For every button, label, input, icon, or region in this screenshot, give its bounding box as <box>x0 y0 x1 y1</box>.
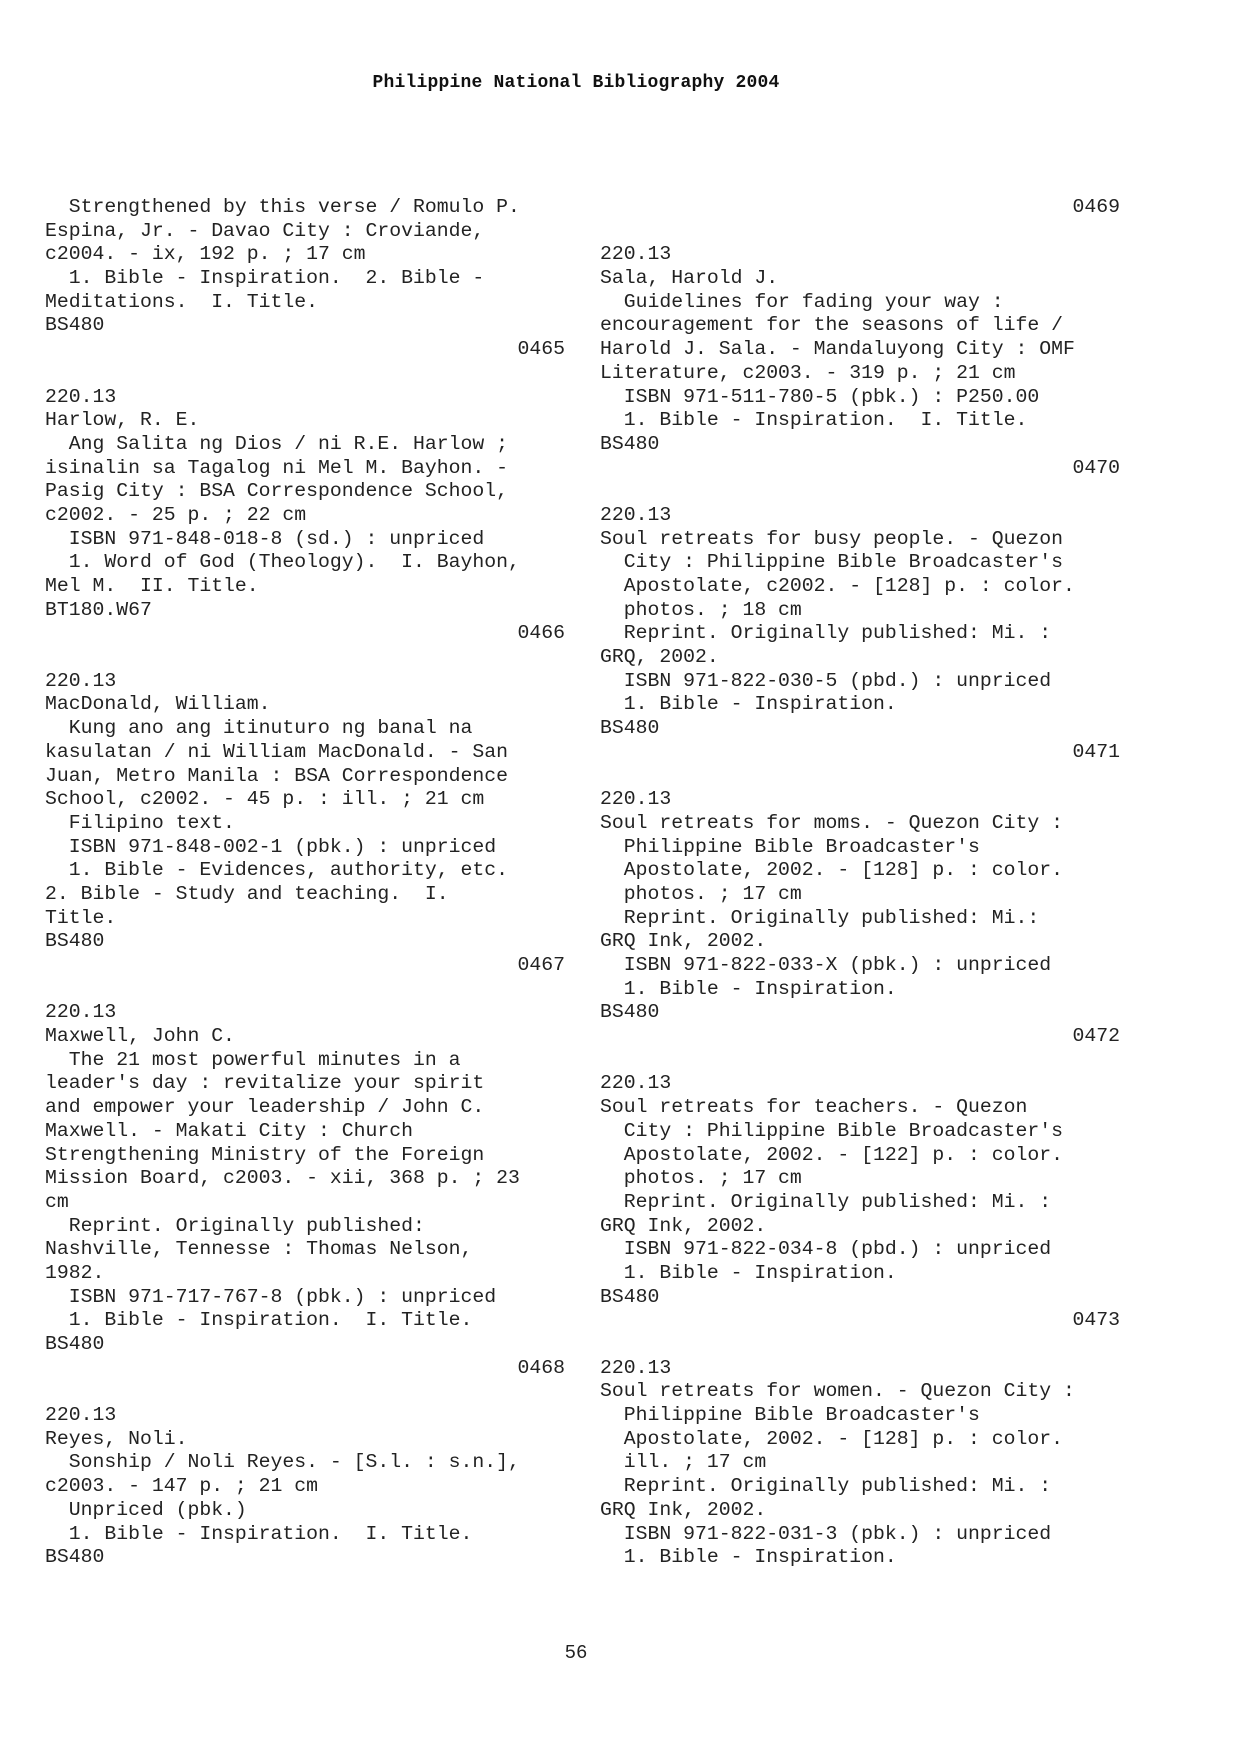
entry-line: Soul retreats for busy people. - Quezon <box>600 527 1063 550</box>
entry-line: Reprint. Originally published: Mi. : <box>600 622 1052 645</box>
entry-line: cm <box>45 1190 69 1213</box>
entry-line: Strengthening Ministry of the Foreign <box>45 1143 485 1166</box>
entry-line: BS480 <box>45 1333 105 1355</box>
entry-line: Mission Board, c2003. - xii, 368 p. ; 23 <box>45 1167 520 1190</box>
entry-line: 220.13 <box>600 1072 672 1095</box>
blank-line <box>45 1380 565 1404</box>
entry-line: Strengthened by this verse / Romulo P. <box>45 196 520 218</box>
entry-line: Pasig City : BSA Correspondence School, <box>45 480 508 503</box>
record-number: 0468 <box>517 1356 565 1379</box>
entry-line: Reprint. Originally published: Mi. : <box>600 1475 1052 1498</box>
entry-line: Philippine Bible Broadcaster's <box>600 1404 980 1427</box>
entry-line: Apostolate, 2002. - [122] p. : color. <box>600 1143 1063 1166</box>
blank-line <box>45 646 565 670</box>
entry-line: 220.13 <box>600 243 672 266</box>
entry-line: leader's day : revitalize your spirit <box>45 1072 485 1095</box>
entry-line: Sonship / Noli Reyes. - [S.l. : s.n.], <box>45 1451 520 1474</box>
record-number: 0472 <box>1072 1025 1120 1048</box>
record-number: 0466 <box>517 622 565 645</box>
entry-line: photos. ; 17 cm <box>600 1167 802 1190</box>
entry-line: GRQ Ink, 2002. <box>600 1498 767 1521</box>
right-column <box>600 196 1120 1570</box>
record-number: 0467 <box>517 954 565 976</box>
entry-line: isinalin sa Tagalog ni Mel M. Bayhon. - <box>45 456 508 479</box>
record-number: 0471 <box>1072 740 1120 763</box>
entry-line: Maxwell. - Makati City : Church <box>45 1119 413 1142</box>
entry-line: Sala, Harold J. <box>600 267 779 290</box>
entry-line: GRQ, 2002. <box>600 646 719 669</box>
entry-line: Harold J. Sala. - Mandaluyong City : OMF <box>600 338 1075 361</box>
entry-line: Filipino text. <box>45 811 235 834</box>
entry-line: ISBN 971-822-034-8 (pbd.) : unpriced <box>600 1238 1052 1261</box>
page-number: 56 <box>564 1642 588 1664</box>
entry-line: 220.13 <box>45 669 117 692</box>
entry-line: Apostolate, c2002. - [128] p. : color. <box>600 575 1075 597</box>
entry-line: Soul retreats for moms. - Quezon City : <box>600 811 1063 834</box>
entry-line: 1. Bible - Inspiration. <box>600 977 897 1000</box>
entry-line: ill. ; 17 cm <box>600 1451 767 1474</box>
entry-line: Reprint. Originally published: <box>45 1214 425 1237</box>
entry-line: 1. Bible - Inspiration. I. Title. <box>45 1522 473 1545</box>
left-column <box>45 196 565 1570</box>
entry-line: BS480 <box>600 1001 660 1024</box>
entry-line: ISBN 971-511-780-5 (pbk.) : P250.00 <box>600 385 1040 408</box>
entry-line: BS480 <box>45 314 105 337</box>
entry-line: School, c2002. - 45 p. : ill. ; 21 cm <box>45 788 485 811</box>
entry-line: Reprint. Originally published: Mi.: <box>600 906 1040 929</box>
entry-line: 220.13 <box>600 1356 672 1379</box>
entry-line: Maxwell, John C. <box>45 1025 235 1048</box>
entry-line: City : Philippine Bible Broadcaster's <box>600 551 1063 574</box>
entry-line: 1. Bible - Inspiration. I. Title. <box>600 409 1028 432</box>
entry-line: Espina, Jr. - Davao City : Croviande, <box>45 219 485 242</box>
entry-line: Literature, c2003. - 319 p. ; 21 cm <box>600 361 1016 384</box>
entry-line: Ang Salita ng Dios / ni R.E. Harlow ; <box>45 432 508 455</box>
blank-line <box>600 1333 1120 1357</box>
entry-line: GRQ Ink, 2002. <box>600 1214 767 1237</box>
entry-line: 1. Bible - Inspiration. <box>600 693 897 716</box>
entry-line: ISBN 971-848-002-1 (pbk.) : unpriced <box>45 835 497 858</box>
entry-line: BS480 <box>45 930 105 953</box>
record-number: 0469 <box>1072 196 1120 218</box>
entry-line: kasulatan / ni William MacDonald. - San <box>45 740 508 763</box>
blank-line <box>600 1049 1120 1073</box>
entry-line: BS480 <box>600 717 660 740</box>
entry-line: GRQ Ink, 2002. <box>600 930 767 953</box>
entry-line: 220.13 <box>45 1404 117 1427</box>
entry-line: 1. Word of God (Theology). I. Bayhon, <box>45 551 520 574</box>
record-number: 0465 <box>517 338 565 361</box>
entry-line: Reyes, Noli. <box>45 1427 188 1450</box>
entry-line: Reprint. Originally published: Mi. : <box>600 1190 1052 1213</box>
entry-line: Meditations. I. Title. <box>45 290 319 313</box>
entry-line: encouragement for the seasons of life / <box>600 314 1063 337</box>
entry-line: The 21 most powerful minutes in a <box>45 1048 461 1071</box>
entry-line: ISBN 971-848-018-8 (sd.) : unpriced <box>45 527 485 550</box>
entry-line: c2003. - 147 p. ; 21 cm <box>45 1475 319 1498</box>
blank-line <box>600 480 1120 504</box>
entry-line: Mel M. II. Title. <box>45 575 259 597</box>
entry-line: Soul retreats for women. - Quezon City : <box>600 1380 1075 1403</box>
entry-line: Kung ano ang itinuturo ng banal na <box>45 717 473 740</box>
entry-line: 1. Bible - Inspiration. <box>600 1546 897 1569</box>
entry-line: 1982. <box>45 1261 105 1284</box>
entry-line: 220.13 <box>45 1001 117 1024</box>
entry-line: Guidelines for fading your way : <box>600 290 1004 313</box>
blank-line <box>600 765 1120 789</box>
entry-line: City : Philippine Bible Broadcaster's <box>600 1119 1063 1142</box>
entry-line: Title. <box>45 906 117 929</box>
entry-line: BS480 <box>600 1285 660 1308</box>
entry-line: 220.13 <box>45 385 117 408</box>
entry-line: ISBN 971-717-767-8 (pbk.) : unpriced <box>45 1285 497 1308</box>
blank-line <box>600 220 1120 244</box>
entry-line: Philippine Bible Broadcaster's <box>600 835 980 858</box>
record-number: 0473 <box>1072 1309 1120 1332</box>
page-title: Philippine National Bibliography 2004 <box>372 73 780 93</box>
entry-line: 1. Bible - Inspiration. 2. Bible - <box>45 267 485 290</box>
blank-line <box>45 362 565 386</box>
entry-line: BT180.W67 <box>45 598 152 621</box>
entry-line: BS480 <box>45 1546 105 1569</box>
entry-line: 220.13 <box>600 503 672 526</box>
entry-line: Apostolate, 2002. - [128] p. : color. <box>600 859 1063 882</box>
entry-line: ISBN 971-822-030-5 (pbd.) : unpriced <box>600 669 1052 692</box>
entry-line: 1. Bible - Inspiration. I. Title. <box>45 1309 473 1332</box>
entry-line: 2. Bible - Study and teaching. I. <box>45 882 449 905</box>
blank-line <box>45 978 565 1002</box>
record-number: 0470 <box>1072 456 1120 479</box>
entry-line: 1. Bible - Inspiration. <box>600 1261 897 1284</box>
entry-line: Soul retreats for teachers. - Quezon <box>600 1096 1028 1119</box>
entry-line: ISBN 971-822-031-3 (pbk.) : unpriced <box>600 1522 1052 1545</box>
entry-line: ISBN 971-822-033-X (pbk.) : unpriced <box>600 954 1052 976</box>
entry-line: Harlow, R. E. <box>45 409 200 432</box>
entry-line: photos. ; 17 cm <box>600 882 802 905</box>
entry-line: c2004. - ix, 192 p. ; 17 cm <box>45 243 366 266</box>
entry-line: MacDonald, William. <box>45 693 271 716</box>
entry-line: Nashville, Tennesse : Thomas Nelson, <box>45 1238 473 1261</box>
entry-line: Apostolate, 2002. - [128] p. : color. <box>600 1427 1063 1450</box>
entry-line: 1. Bible - Evidences, authority, etc. <box>45 859 508 882</box>
entry-line: Unpriced (pbk.) <box>45 1498 247 1521</box>
entry-line: 220.13 <box>600 788 672 811</box>
entry-line: and empower your leadership / John C. <box>45 1096 485 1119</box>
entry-line: photos. ; 18 cm <box>600 598 802 621</box>
entry-line: c2002. - 25 p. ; 22 cm <box>45 503 307 526</box>
entry-line: Juan, Metro Manila : BSA Correspondence <box>45 764 508 787</box>
entry-line: BS480 <box>600 432 660 455</box>
